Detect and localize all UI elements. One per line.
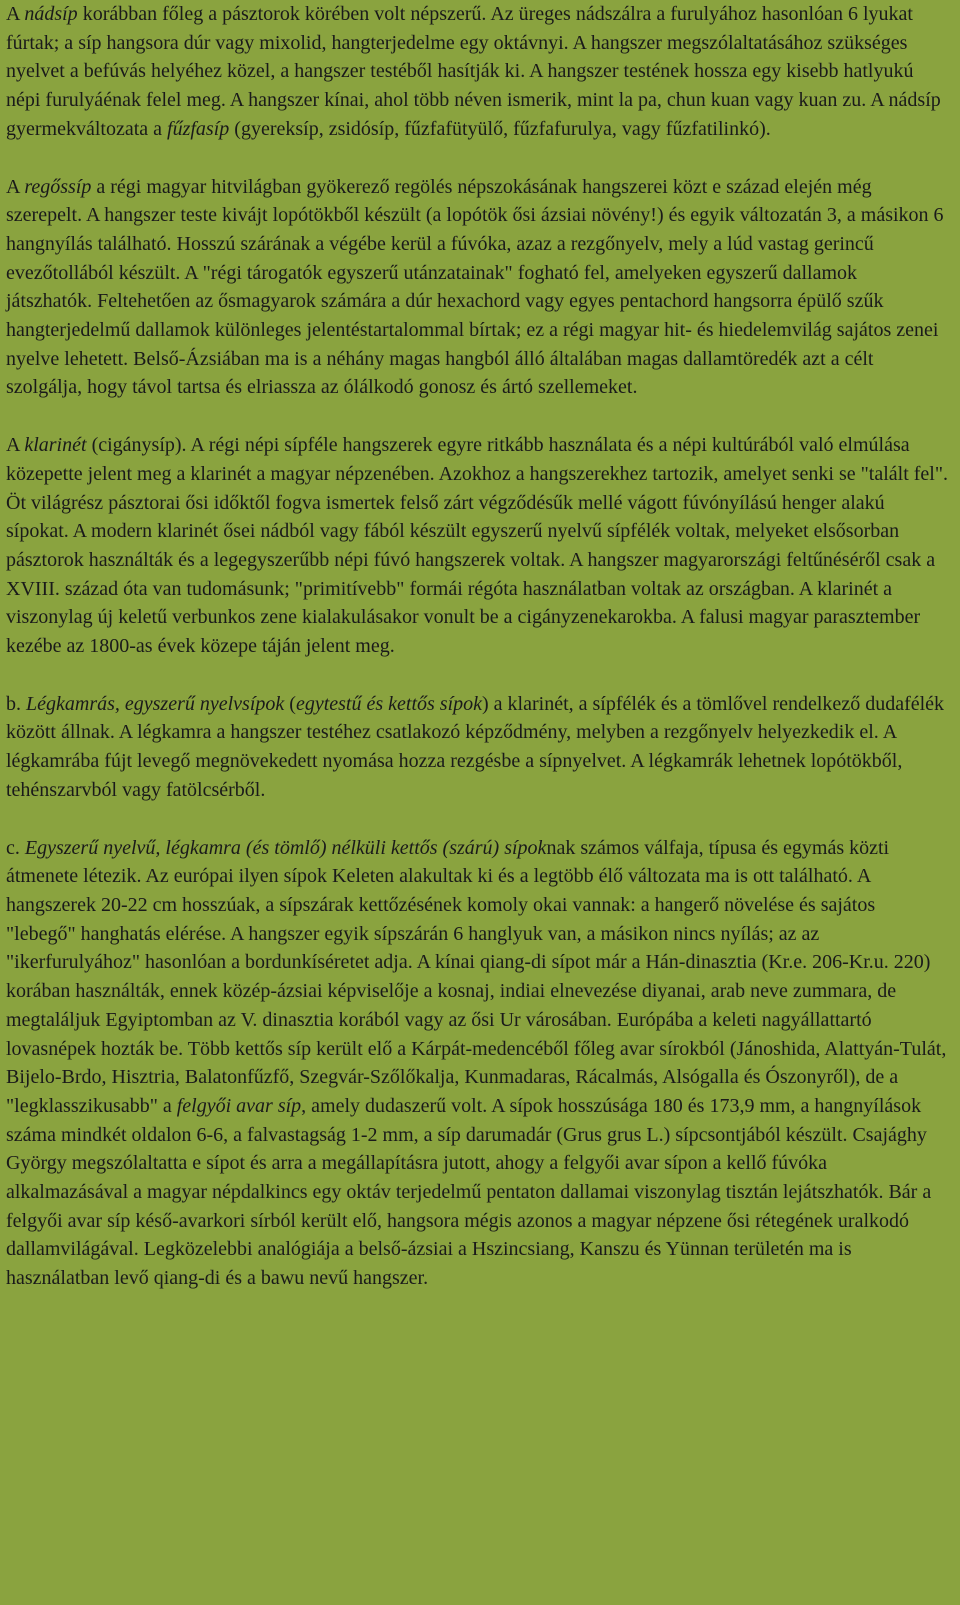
text-run: (gyereksíp, zsidósíp, fűzfafütyülő, fűzfafurulya, vagy fűzfatilinkó).: [229, 117, 771, 140]
paragraph-legkamras-sipok: [6, 690, 948, 805]
italic-term: Egyszerű nyelvű, légkamra (és tömlő) nélküli kettős (szárú) sípok: [24, 836, 547, 859]
text-run: , amely dudaszerű volt. A sípok hosszúsága 180 és 173,9 mm, a hangnyílások száma mindkét oldalon 6-6, a falvastagság 1-2 mm, a síp darumadár (Grus grus L.) sípcsontjából készült. Csajághy György megszólaltatta e sípot és arra a megállapításra jutott, ahogy a felgyői avar sípon a kellő fúvóka alkalmazásával a magyar népdalkincs egy oktáv terjedelmű pentaton dallamai viszonylag tisztán lejátszhatók. Bár a felgyői avar síp késő-avarkori sírból került elő, hangsora mégis azonos a magyar népzene ősi rétegének uralkodó dallamvilágával. Legközelebbi analógiája a belső-ázsiai a Hszincsiang, Kanszu és Yünnan területén ma is használatban levő qiang-di és a bawu nevű hangszer.: [6, 1094, 932, 1290]
text-run: korábban főleg a pásztorok körében volt népszerű. Az üreges nádszálra a furulyához hasonlóan 6 lyukat fúrtak; a síp hangsora dúr vagy mixolid, hangterjedelme egy oktávnyi. A hangszer megszólaltatásához szükséges nyelvet a befúvás helyéhez közel, a hangszer testéből hasítják ki. A hangszer testének hossza egy kisebb hatlyukú népi furulyáénak felel meg. A hangszer kínai, ahol több néven ismerik, mint la pa, chun kuan vagy kuan zu. A nádsíp gyermekváltozata a: [6, 3, 941, 140]
paragraph-kettos-sipok: [6, 834, 948, 1293]
italic-term: Légkamrás, egyszerű nyelvsípok: [26, 692, 285, 715]
text-run: a régi magyar hitvilágban gyökerező regölés népszokásának hangszerei közt e század elején még szerepelt. A hangszer teste kivájt lopótökből készült (a lopótök ősi ázsiai növény!) és egyik változatán 3, a másikon 6 hangnyílás található. Hosszú szárának a végébe kerül a fúvóka, azaz a rezgőnyelv, mely a lúd vastag gerincű evezőtollából készült. A "régi tárogatók egyszerű utánzatainak" fogható fel, amelyeken egyszerű dallamok játszhatók. Feltehetően az ősmagyarok számára a dúr hexachord vagy egyes pentachord hangsorra épülő szűk hangterjedelmű dallamok különleges jelentéstartalommal bírtak; ez a régi magyar hit- és hiedelemvilág sajátos zenei nyelve lehetett. Belső-Ázsiában ma is a néhány magas hangból álló általában magas dallamtöredék azt a célt szolgálja, hogy távol tartsa és elriassza az ólálkodó gonosz és ártó szellemeket.: [6, 175, 944, 399]
text-run: A: [6, 3, 25, 25]
italic-term: regőssíp: [24, 175, 92, 198]
paragraph-klarinet: [6, 431, 948, 661]
text-run: A: [6, 434, 25, 457]
italic-term: egytestű és kettős sípok: [295, 692, 483, 715]
text-run: ) a klarinét, a sípfélék és a tömlővel rendelkező dudafélék között állnak. A légkamra a hangszer testéhez csatlakozó képződmény, melyben a rezgőnyelv helyezkedik el. A légkamrába fújt levegő megnövekedett nyomása hozza rezgésbe a sípnyelvet. A légkamrák lehetnek lopótökből, tehénszarvból vagy fatölcsérből.: [6, 692, 945, 801]
paragraph-regossip: [6, 173, 948, 403]
italic-term: nádsíp: [24, 3, 78, 25]
text-run: nak számos válfaja, típusa és egymás közti átmenete létezik. Az európai ilyen sípok Keleten alakultak ki és a legtöbb élő változata ma is ott található. A hangszerek 20-22 cm hosszúak, a sípszárak kettőzésének komoly okai vannak: a hangerő növelése és sajátos "lebegő" hanghatás elérése. A hangszer egyik sípszárán 6 hanglyuk van, a másikon nincs nyílás; az az "ikerfurulyához" hasonlóan a bordunkíséretet adja. A kínai qiang-di sípot már a Hán-dinasztia (Kr.e. 206-Kr.u. 220) korában használták, ennek közép-ázsiai képviselője a kosnaj, indiai elnevezése diyanai, arab neve zummara, de megtaláljuk Egyiptomban az V. dinasztia korából vagy az ősi Ur városában. Európába a keleti nagyállattartó lovasnépek hozták be. Több kettős síp került elő a Kárpát-medencéből főleg avar sírokból (Jánoshida, Alattyán-Tulát, Bijelo-Brdo, Hisztria, Balatonfűzfő, Szegvár-Szőlőkalja, Kunmadaras, Rácalmás, Alsógalla és Ószonyről), de a "legklasszikusabb" a: [6, 836, 947, 1117]
paragraph-nadsip: [6, 0, 948, 144]
text-run: b.: [6, 692, 26, 715]
text-run: (cigánysíp). A régi népi sípféle hangszerek egyre ritkább használata és a népi kultúrából való elmúlása közepette jelent meg a klarinét a magyar népzenében. Azokhoz a hangszerekhez tartozik, amelyet senki se "talált fel". Öt világrész pásztorai ősi időktől fogva ismertek felső zárt végződésűk mellé vágott fúvónyílású henger alakú sípokat. A modern klarinét ősei nádból vagy fából készült egyszerű nyelvű sípfélék voltak, melyeket elsősorban pásztorok használták és a legegyszerűbb népi fúvó hangszerek voltak. A hangszer magyarországi feltűnéséről csak a XVIII. század óta van tudomásunk; "primitívebb" formái régóta használatban voltak az országban. A klarinét a viszonylag új keletű verbunkos zene kialakulásakor vonult be a cigányzenekarokba. A falusi magyar parasztember kezébe az 1800-as évek közepe táján jelent meg.: [6, 434, 949, 658]
text-run: (: [284, 692, 296, 715]
text-run: c.: [6, 836, 25, 859]
italic-term: fűzfasíp: [167, 117, 230, 140]
italic-term: klarinét: [24, 434, 87, 457]
text-run: A: [6, 175, 25, 198]
italic-term: felgyői avar síp: [176, 1094, 302, 1117]
